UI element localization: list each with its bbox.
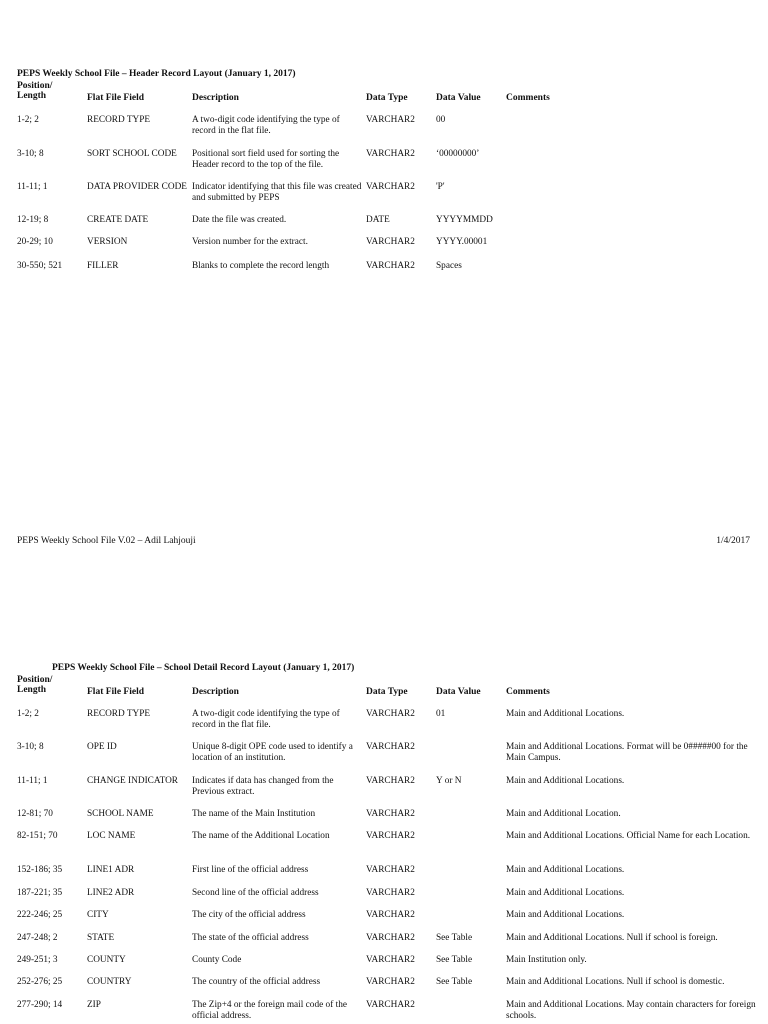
row-position: 252-276; 25	[17, 977, 63, 987]
row-comment: Main and Additional Locations.	[506, 776, 625, 786]
row-data-value: 01	[436, 709, 446, 719]
col-header-data-value: Data Value	[436, 93, 481, 103]
col-header-description: Description	[192, 93, 239, 103]
row-data-value: Y or N	[436, 776, 462, 786]
row-comment: Main and Additional Locations.	[506, 888, 625, 898]
row-data-type: DATE	[366, 215, 390, 225]
row-description: Indicates if data has changed from the Previous extract.	[192, 776, 334, 797]
row-data-value: Spaces	[436, 261, 462, 271]
row-field-name: DATA PROVIDER CODE	[87, 182, 187, 192]
row-comment: Main and Additional Locations. Null if school is domestic.	[506, 977, 725, 987]
row-data-type: VARCHAR2	[366, 933, 415, 943]
row-position: 187-221; 35	[17, 888, 63, 898]
row-data-value: YYYY.00001	[436, 237, 488, 247]
detail-col-header-comments: Comments	[506, 687, 550, 697]
row-position: 247-248; 2	[17, 933, 58, 943]
row-comment: Main and Additional Locations. May contain characters for foreign schools.	[506, 1000, 756, 1021]
row-position: 30-550; 521	[17, 261, 63, 271]
row-field-name: LINE1 ADR	[87, 865, 135, 875]
row-field-name: SORT SCHOOL CODE	[87, 149, 177, 159]
row-field-name: OPE ID	[87, 742, 117, 752]
row-data-value: ‘00000000’	[436, 149, 480, 159]
row-comment: Main and Additional Location.	[506, 809, 621, 819]
row-data-value: See Table	[436, 955, 473, 965]
row-data-type: VARCHAR2	[366, 115, 415, 125]
row-position: 11-11; 1	[17, 776, 48, 786]
row-field-name: CITY	[87, 910, 109, 920]
row-data-value: See Table	[436, 933, 473, 943]
row-field-name: LOC NAME	[87, 831, 136, 841]
row-data-value: 'P'	[436, 182, 445, 192]
row-description: The name of the Main Institution	[192, 809, 316, 819]
row-field-name: SCHOOL NAME	[87, 809, 154, 819]
row-description: A two-digit code identifying the type of record in the flat file.	[192, 115, 340, 136]
row-field-name: CREATE DATE	[87, 215, 149, 225]
row-position: 11-11; 1	[17, 182, 48, 192]
row-position: 12-19; 8	[17, 215, 49, 225]
row-data-type: VARCHAR2	[366, 742, 415, 752]
row-data-type: VARCHAR2	[366, 182, 415, 192]
row-position: 3-10; 8	[17, 742, 44, 752]
detail-record-title: PEPS Weekly School File – School Detail Record Layout (January 1, 2017)	[52, 663, 355, 673]
row-field-name: CHANGE INDICATOR	[87, 776, 178, 786]
row-data-type: VARCHAR2	[366, 261, 415, 271]
detail-col-header-data-type: Data Type	[366, 687, 408, 697]
row-data-type: VARCHAR2	[366, 865, 415, 875]
row-data-type: VARCHAR2	[366, 1000, 415, 1010]
row-data-type: VARCHAR2	[366, 776, 415, 786]
detail-col-header-position-line1: Position/	[17, 675, 53, 685]
row-description: County Code	[192, 955, 242, 965]
row-description: The name of the Additional Location	[192, 831, 330, 841]
row-data-type: VARCHAR2	[366, 809, 415, 819]
row-field-name: COUNTRY	[87, 977, 132, 987]
row-field-name: LINE2 ADR	[87, 888, 135, 898]
row-position: 1-2; 2	[17, 115, 39, 125]
row-description: Indicator identifying that this file was created and submitted by PEPS	[192, 182, 362, 203]
col-header-field: Flat File Field	[87, 93, 144, 103]
row-description: The state of the official address	[192, 933, 309, 943]
row-position: 12-81; 70	[17, 809, 53, 819]
row-description: Positional sort field used for sorting the Header record to the top of the file.	[192, 149, 340, 170]
row-data-type: VARCHAR2	[366, 237, 415, 247]
detail-col-header-data-value: Data Value	[436, 687, 481, 697]
row-data-value: YYYYMMDD	[436, 215, 493, 225]
row-position: 277-290; 14	[17, 1000, 63, 1010]
row-data-type: VARCHAR2	[366, 831, 415, 841]
detail-col-header-position-line2: Length	[17, 685, 47, 695]
row-data-value: 00	[436, 115, 446, 125]
row-description: The city of the official address	[192, 910, 306, 920]
row-comment: Main and Additional Locations.	[506, 910, 625, 920]
row-data-value: See Table	[436, 977, 473, 987]
row-data-type: VARCHAR2	[366, 910, 415, 920]
header-record-title: PEPS Weekly School File – Header Record Layout (January 1, 2017)	[17, 69, 296, 79]
row-field-name: COUNTY	[87, 955, 126, 965]
row-description: Date the file was created.	[192, 215, 287, 225]
row-field-name: STATE	[87, 933, 115, 943]
page-footer-left: PEPS Weekly School File V.02 – Adil Lahjouji	[17, 536, 196, 546]
col-header-position	[17, 81, 85, 101]
row-position: 222-246; 25	[17, 910, 63, 920]
row-position: 1-2; 2	[17, 709, 39, 719]
row-data-type: VARCHAR2	[366, 977, 415, 987]
row-comment: Main and Additional Locations. Format will be 0#####00 for the Main Campus.	[506, 742, 748, 763]
col-header-comments: Comments	[506, 93, 550, 103]
row-description: Second line of the official address	[192, 888, 319, 898]
row-position: 3-10; 8	[17, 149, 44, 159]
row-description: The Zip+4 or the foreign mail code of the official address.	[192, 1000, 347, 1021]
row-field-name: VERSION	[87, 237, 128, 247]
row-description: First line of the official address	[192, 865, 309, 875]
row-data-type: VARCHAR2	[366, 149, 415, 159]
row-comment: Main and Additional Locations.	[506, 709, 625, 719]
row-description: The country of the official address	[192, 977, 321, 987]
row-position: 20-29; 10	[17, 237, 53, 247]
row-field-name: RECORD TYPE	[87, 115, 151, 125]
detail-col-header-position	[17, 675, 85, 695]
row-data-type: VARCHAR2	[366, 709, 415, 719]
row-comment: Main and Additional Locations.	[506, 865, 625, 875]
row-field-name: RECORD TYPE	[87, 709, 151, 719]
col-header-position-line1: Position/	[17, 81, 53, 91]
row-position: 82-151; 70	[17, 831, 58, 841]
detail-col-header-field: Flat File Field	[87, 687, 144, 697]
col-header-position-line2: Length	[17, 91, 47, 101]
col-header-data-type: Data Type	[366, 93, 408, 103]
row-description: A two-digit code identifying the type of record in the flat file.	[192, 709, 340, 730]
row-data-type: VARCHAR2	[366, 888, 415, 898]
detail-col-header-description: Description	[192, 687, 239, 697]
page-footer-date: 1/4/2017	[716, 536, 750, 546]
row-comment: Main Institution only.	[506, 955, 587, 965]
row-description: Version number for the extract.	[192, 237, 308, 247]
row-description: Blanks to complete the record length	[192, 261, 330, 271]
row-field-name: FILLER	[87, 261, 119, 271]
row-data-type: VARCHAR2	[366, 955, 415, 965]
row-position: 152-186; 35	[17, 865, 63, 875]
row-field-name: ZIP	[87, 1000, 101, 1010]
row-description: Unique 8-digit OPE code used to identify a location of an institution.	[192, 742, 353, 763]
row-comment: Main and Additional Locations. Official Name for each Location.	[506, 831, 751, 841]
row-comment: Main and Additional Locations. Null if school is foreign.	[506, 933, 718, 943]
row-position: 249-251; 3	[17, 955, 58, 965]
